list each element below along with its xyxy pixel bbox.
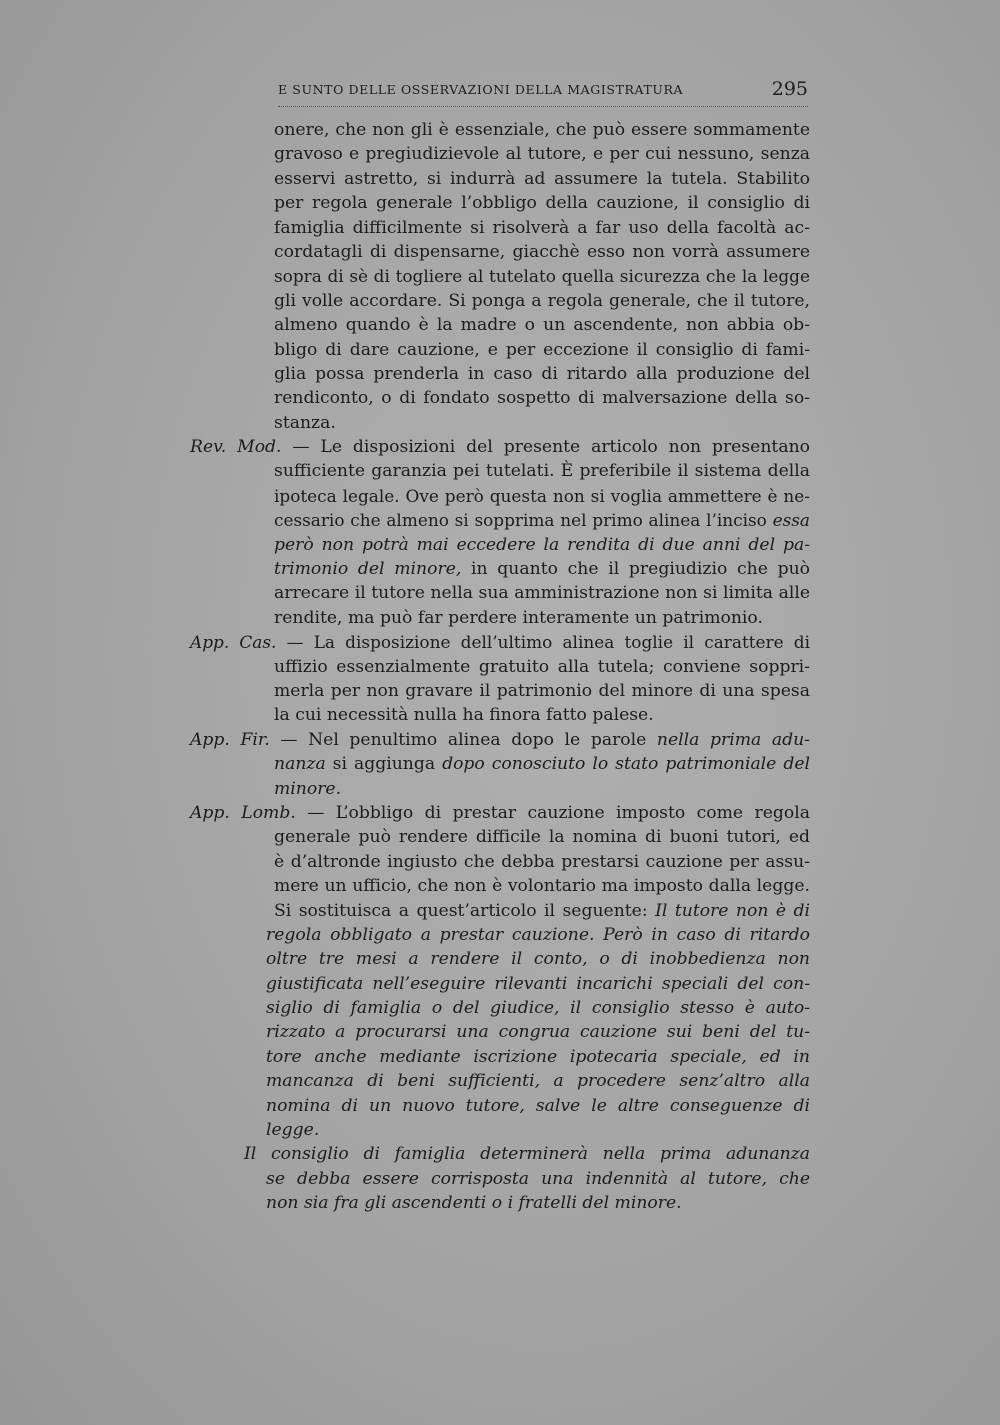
body-text: [190, 118, 810, 1216]
text-line: non sia fra gli ascendenti o i fratelli del minore.: [266, 1193, 682, 1214]
text-line: rizzato a procurarsi una congrua cauzione sui beni del tu-: [266, 1022, 810, 1043]
text-line: App. Fir. — Nel penultimo alinea dopo le parole nella prima adu-: [190, 729, 810, 750]
text-line: rendite, ma può far perdere interamente un patrimonio.: [274, 607, 763, 628]
text-line: onere, che non gli è essenziale, che può essere sommamente: [274, 120, 810, 140]
text-line: siglio di famiglia o del giudice, il consiglio stesso è auto-: [266, 998, 810, 1019]
text-line: Si sostituisca a quest’articolo il seguente: Il tutore non è di: [274, 900, 810, 921]
text-line: almeno quando è la madre o un ascendente, non abbia ob-: [274, 315, 810, 336]
running-header: [278, 78, 808, 107]
text-line: tore anche mediante iscrizione ipotecaria speciale, ed in: [266, 1046, 810, 1067]
text-line: gli volle accordare. Si ponga a regola generale, che il tutore,: [274, 290, 810, 311]
source-label: App. Fir.: [190, 729, 270, 750]
text-line: sopra di sè di togliere al tutelato quella sicurezza che la legge: [274, 266, 810, 287]
text-line: esservi astretto, si indurrà ad assumere la tutela. Stabilito: [274, 168, 810, 189]
text-line: legge.: [266, 1120, 320, 1141]
text-line: nomina di un nuovo tutore, salve le altre conseguenze di: [266, 1095, 810, 1116]
text-line: sufficiente garanzia pei tutelati. È preferibile il sistema della: [274, 461, 810, 482]
text-line: generale può rendere difficile la nomina di buoni tutori, ed: [274, 827, 810, 848]
text-line: la cui necessità nulla ha finora fatto palese.: [274, 705, 654, 726]
text-line: uffizio essenzialmente gratuito alla tutela; conviene soppri-: [274, 656, 810, 677]
text-line: glia possa prenderla in caso di ritardo alla produzione del: [274, 363, 810, 384]
text-line: mancanza di beni sufficienti, a procedere senz’altro alla: [266, 1071, 810, 1092]
text-line: bligo di dare cauzione, e per eccezione il consiglio di fami-: [274, 339, 810, 360]
text-line: Il consiglio di famiglia determinerà nella prima adunanza: [244, 1144, 810, 1165]
text-line: gravoso e pregiudizievole al tutore, e per cui nessuno, senza: [274, 144, 810, 165]
text-line: ipoteca legale. Ove però questa non si voglia ammettere è ne-: [274, 485, 810, 506]
text-line: App. Lomb. — L’obbligo di prestar cauzione imposto come regola: [190, 802, 810, 823]
text-line: Rev. Mod. — Le disposizioni del presente articolo non presentano: [190, 437, 810, 458]
source-label: Rev. Mod.: [190, 437, 282, 458]
text-line: giustificata nell’eseguire rilevanti incarichi speciali del con-: [266, 973, 810, 994]
text-line: cordatagli di dispensarne, giacchè esso non vorrà assumere: [274, 241, 810, 262]
text-line: regola obbligato a prestar cauzione. Però in caso di ritardo: [266, 924, 810, 945]
running-title: E SUNTO DELLE OSSERVAZIONI DELLA MAGISTRATURA: [278, 82, 684, 97]
text-line: però non potrà mai eccedere la rendita di due anni del pa-: [274, 534, 810, 555]
text-line: famiglia difficilmente si risolverà a far uso della facoltà ac-: [274, 217, 810, 238]
source-label: App. Cas.: [190, 632, 277, 653]
source-label: App. Lomb.: [190, 802, 296, 823]
text-line: rendiconto, o di fondato sospetto di malversazione della so-: [274, 388, 810, 409]
text-line: App. Cas. — La disposizione dell’ultimo alinea toglie il carattere di: [190, 632, 810, 653]
text-line: trimonio del minore, in quanto che il pregiudizio che può: [274, 559, 810, 580]
text-line: mere un ufficio, che non è volontario ma imposto dalla legge.: [274, 876, 810, 897]
text-line: merla per non gravare il patrimonio del minore di una spesa: [274, 680, 810, 701]
text-line: cessario che almeno si sopprima nel primo alinea l’inciso essa: [274, 510, 810, 531]
text-line: è d’altronde ingiusto che debba prestarsi cauzione per assu-: [274, 851, 810, 872]
text-line: oltre tre mesi a rendere il conto, o di inobbedienza non: [266, 949, 810, 970]
text-line: se debba essere corrisposta una indennità al tutore, che: [266, 1168, 810, 1189]
text-line: minore.: [274, 778, 342, 799]
text-line: arrecare il tutore nella sua amministrazione non si limita alle: [274, 583, 810, 604]
text-line: nanza si aggiunga dopo conosciuto lo stato patrimoniale del: [274, 754, 810, 775]
page-number: 295: [771, 78, 808, 100]
text-line: stanza.: [274, 412, 336, 433]
text-line: per regola generale l’obbligo della cauzione, il consiglio di: [274, 193, 810, 214]
